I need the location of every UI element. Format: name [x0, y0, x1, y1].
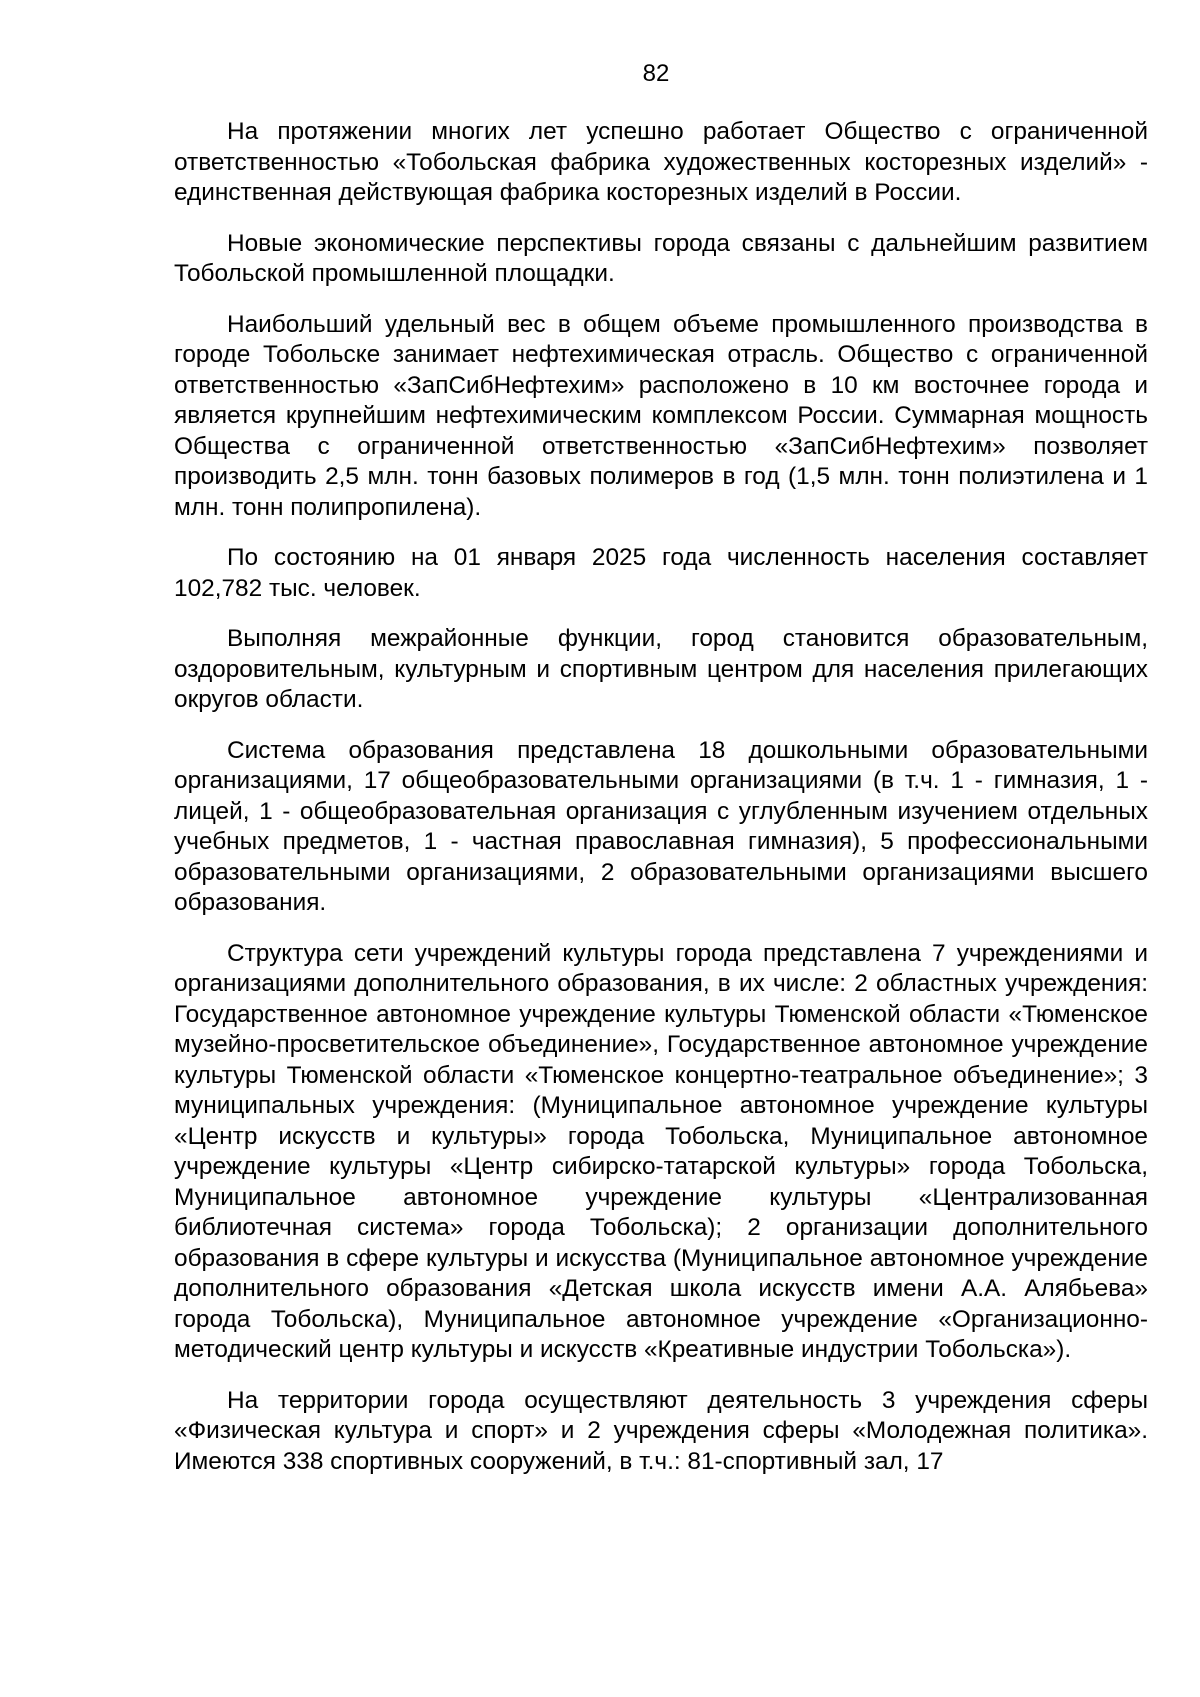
- paragraph-sport-and-youth: На территории города осуществляют деятельность 3 учреждения сферы «Физическая культура и спорт» и 2 учреждения сферы «Молодежная политика». Имеются 338 спортивных сооружений, в т.ч.: 81-спортивный зал, 17: [174, 1386, 1148, 1475]
- page-number: 82: [642, 60, 670, 87]
- paragraph-petrochemical-industry: Наибольший удельный вес в общем объеме промышленного производства в городе Тобольске занимает нефтехимическая отрасль. Общество с ограниченной ответственностью «ЗапСибНефтехим» расположено в 10 км восточнее города и является крупнейшим нефтехимическим комплексом России. Суммарная мощность Общества с ограниченной ответственностью «ЗапСибНефтехим» позволяет производить 2,5 млн. тонн базовых полимеров в год (1,5 млн. тонн полиэтилена и 1 млн. тонн полипропилена).: [174, 310, 1148, 521]
- document-body: [174, 117, 1148, 1497]
- paragraph-interdistrict-functions: Выполняя межрайонные функции, город становится образовательным, оздоровительным, культурным и спортивным центром для населения прилегающих округов области.: [174, 625, 1148, 713]
- paragraph-culture-institutions: Структура сети учреждений культуры города представлена 7 учреждениями и организациями дополнительного образования, в их числе: 2 областных учреждения: Государственное автономное учреждение культуры Тюменской области «Тюменское музейно-просветительское объединение», Государственное автономное учреждение культуры Тюменской области «Тюменское концертно-театральное объединение»; 3 муниципальных учреждения: (Муниципальное автономное учреждение культуры «Центр искусств и культуры» города Тобольска, Муниципальное автономное учреждение культуры «Центр сибирско-татарской культуры» города Тобольска, Муниципальное автономное учреждение культуры «Централизованная библиотечная система» города Тобольска); 2 организации дополнительного образования в сфере культуры и искусства (Муниципальное автономное учреждение дополнительного образования «Детская школа искусств имени А.А. Алябьева» города Тобольска), Муниципальное автономное учреждение «Организационно-методический центр культуры и искусств «Креативные индустрии Тобольска»).: [174, 939, 1148, 1363]
- paragraph-population: По состоянию на 01 января 2025 года численность населения составляет 102,782 тыс. человек.: [174, 544, 1148, 602]
- paragraph-bone-carving-factory: На протяжении многих лет успешно работает Общество с ограниченной ответственностью «Тобольская фабрика художественных косторезных изделий» - единственная действующая фабрика косторезных изделий в России.: [174, 118, 1148, 206]
- paragraph-education-system: Система образования представлена 18 дошкольными образовательными организациями, 17 общеобразовательными организациями (в т.ч. 1 - гимназия, 1 - лицей, 1 - общеобразовательная организация с углубленным изучением отдельных учебных предметов, 1 - частная православная гимназия), 5 профессиональными образовательными организациями, 2 образовательными организациями высшего образования.: [174, 736, 1148, 916]
- paragraph-economic-prospects: Новые экономические перспективы города связаны с дальнейшим развитием Тобольской промышленной площадки.: [174, 229, 1148, 287]
